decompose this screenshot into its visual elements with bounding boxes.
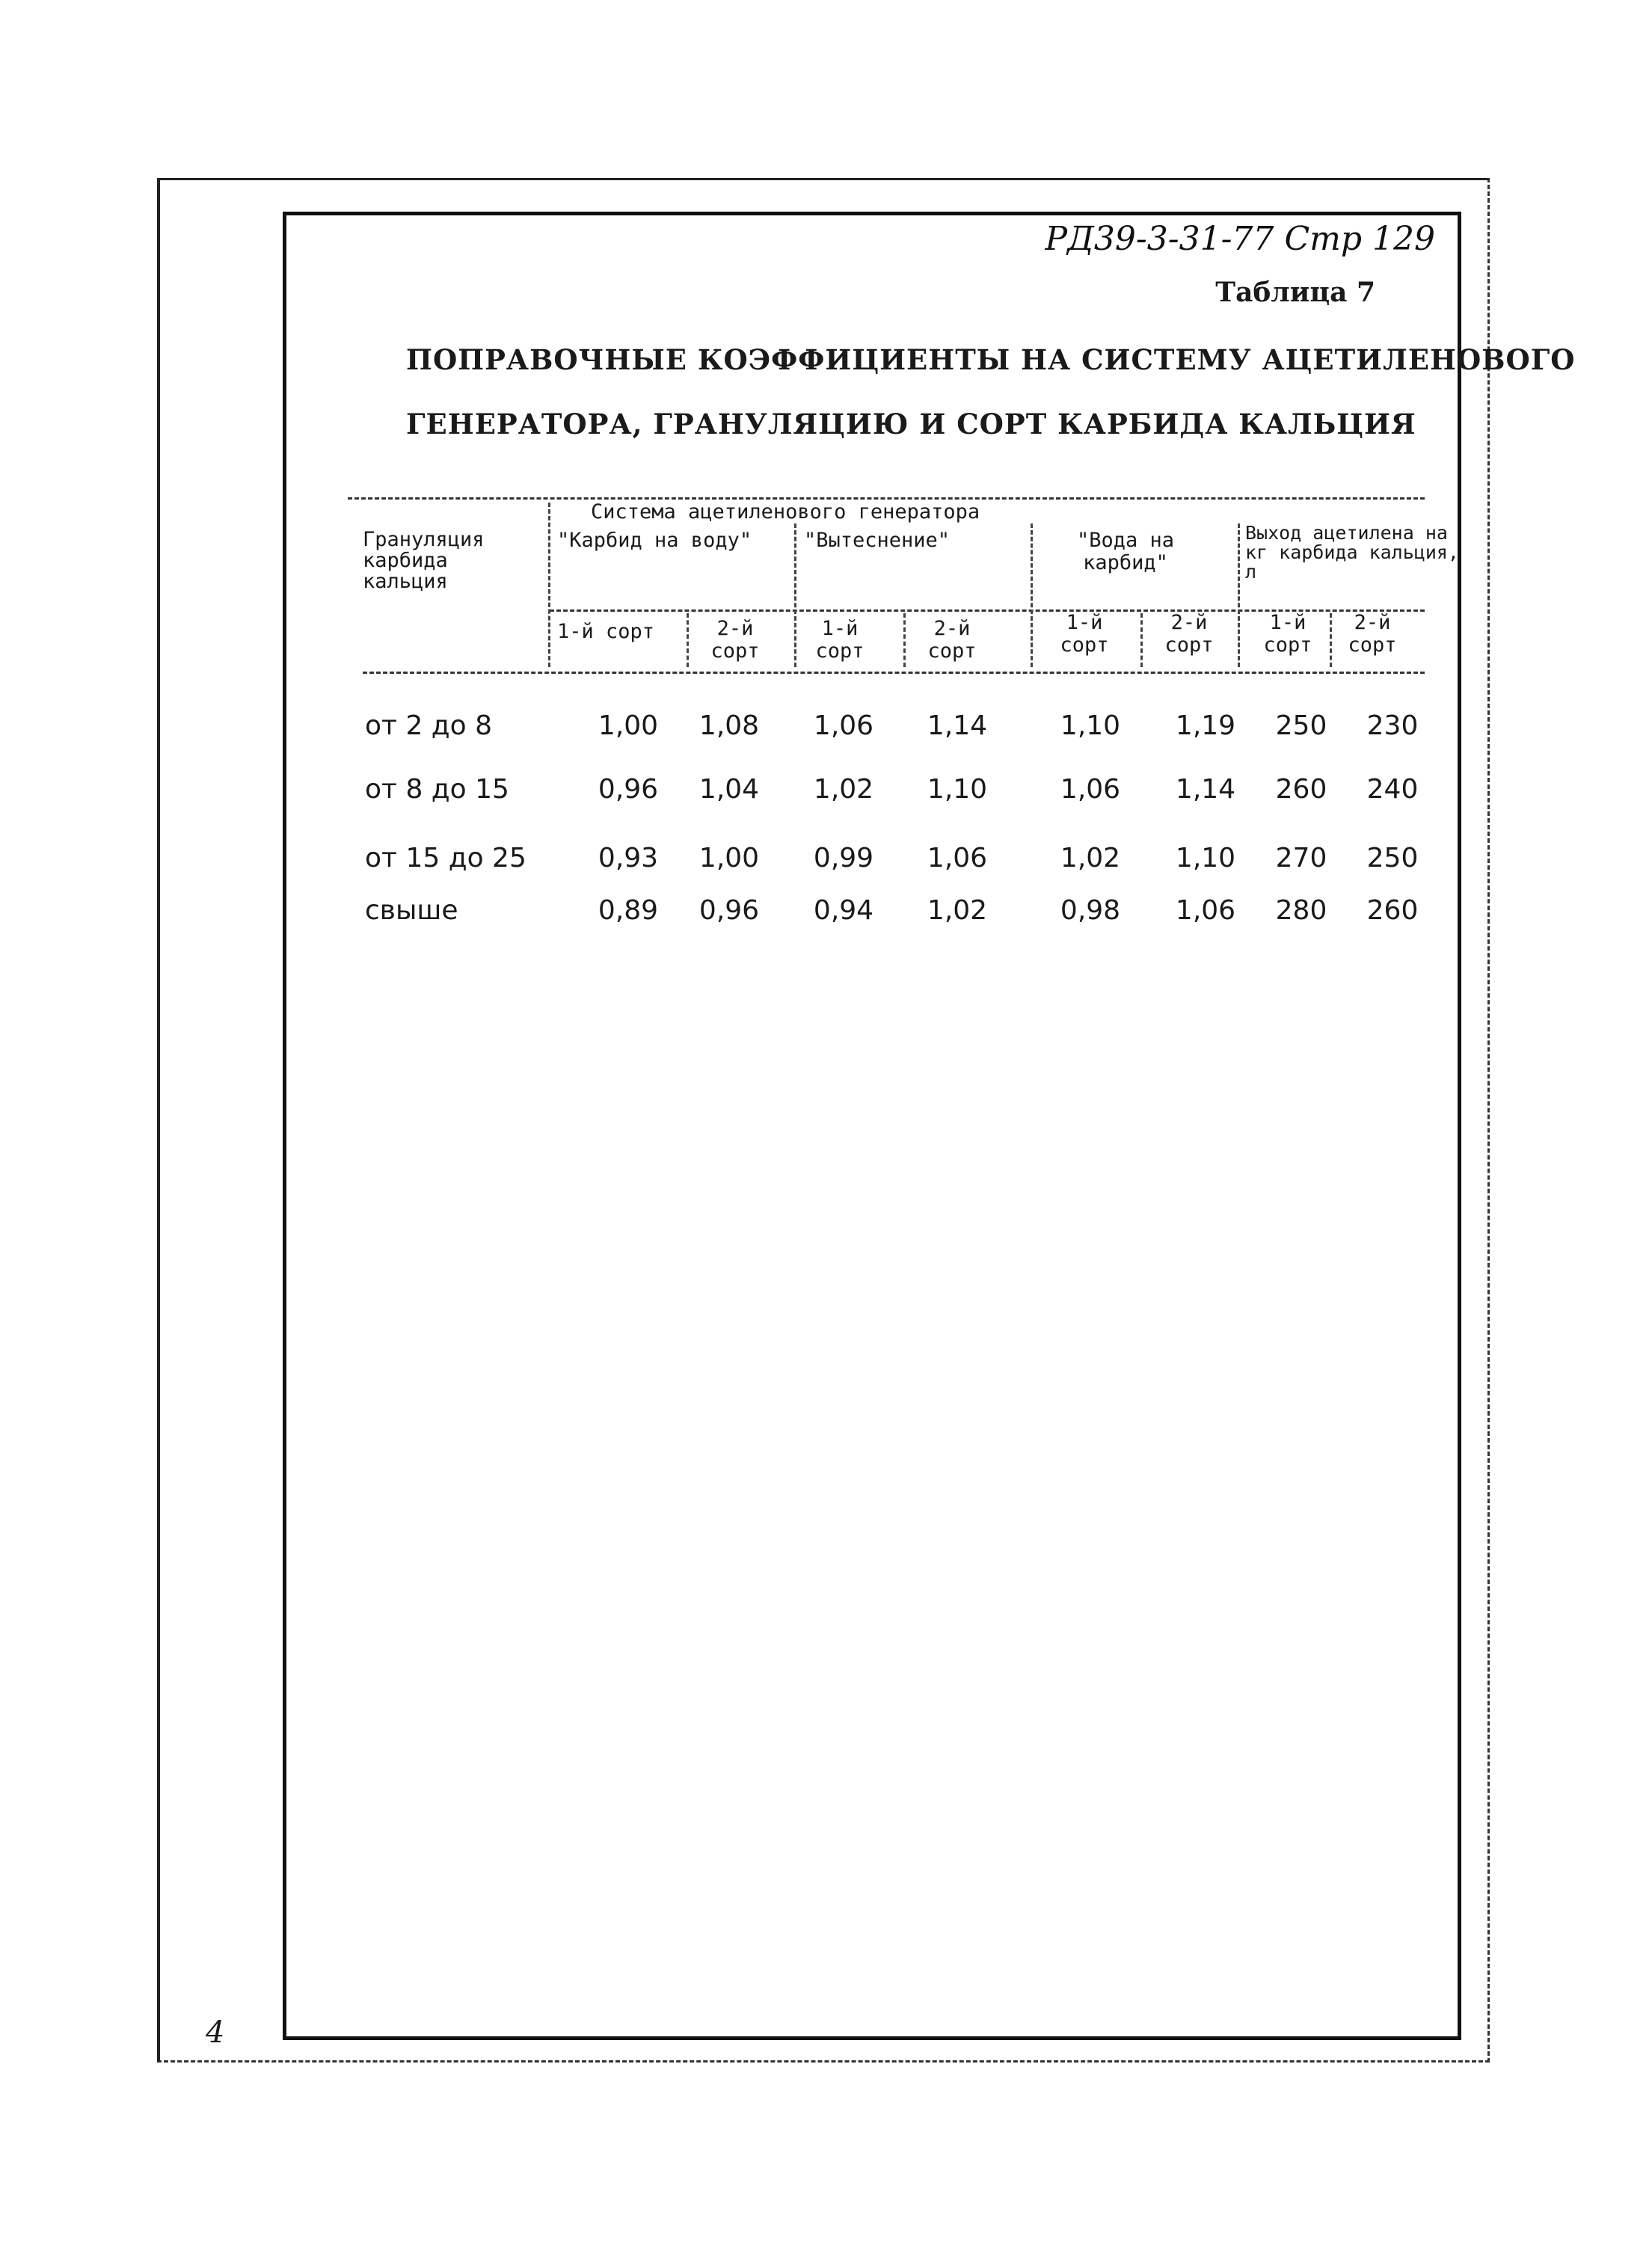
table-cell: 260	[1366, 895, 1419, 926]
table-cell: 1,04	[698, 774, 760, 805]
table-cell: 1,08	[698, 710, 760, 741]
table-cell: 1,10	[1175, 843, 1236, 873]
header-divider-6	[903, 613, 906, 667]
header-sort-1b: 1-й сорт	[815, 617, 865, 663]
table-cell: 260	[1275, 774, 1327, 805]
table-cell: 0,93	[598, 843, 659, 873]
table-cell: 230	[1366, 710, 1419, 741]
table-cell: 250	[1275, 710, 1327, 741]
table-cell: 1,06	[1175, 895, 1236, 926]
table-cell: 0,98	[1060, 895, 1121, 926]
header-divider-3	[1031, 523, 1033, 667]
table-cell: 1,02	[813, 774, 874, 805]
table-cell: 1,02	[927, 895, 988, 926]
header-divider-4	[1238, 523, 1240, 667]
table-cell: 1,06	[813, 710, 874, 741]
row-label: свыше	[365, 895, 458, 926]
header-sort-1d: 1-й сорт	[1263, 611, 1312, 657]
table-cell: 280	[1275, 895, 1327, 926]
header-system-3: "Вода на карбид"	[1076, 529, 1175, 574]
header-yield: Выход ацетилена на кг карбида кальция, л	[1245, 522, 1459, 583]
table-cell: 1,00	[698, 843, 760, 873]
table-cell: 270	[1275, 843, 1327, 873]
row-label: от 2 до 8	[365, 710, 493, 741]
table-cell: 0,99	[813, 843, 874, 873]
header-sort-1a: 1-й сорт	[557, 620, 655, 643]
table-cell: 1,02	[1060, 843, 1121, 873]
table-cell: 1,06	[1060, 774, 1121, 805]
header-divider-5	[687, 613, 689, 667]
header-sort-2c: 2-й сорт	[1164, 611, 1214, 657]
header-sort-1c: 1-й сорт	[1060, 611, 1109, 657]
table-title	[406, 328, 1576, 456]
table-cell: 0,96	[698, 895, 760, 926]
header-bottom-rule	[363, 672, 1425, 674]
header-granulation: Грануляция карбида кальция	[363, 528, 485, 593]
table-cell: 1,14	[1175, 774, 1236, 805]
page-mark: 4	[206, 2015, 225, 2050]
header-system-2: "Вытеснение"	[804, 529, 951, 552]
header-sort-2a: 2-й сорт	[710, 617, 760, 663]
title-line-2: ГЕНЕРАТОРА, ГРАНУЛЯЦИЮ И СОРТ КАРБИДА КАЛЬЦИЯ	[406, 408, 1416, 440]
table-cell: 1,19	[1175, 710, 1236, 741]
table-cell: 0,96	[598, 774, 659, 805]
table-cell: 240	[1366, 774, 1419, 805]
row-label: от 8 до 15	[365, 774, 509, 805]
table-cell: 1,14	[927, 710, 988, 741]
header-divider-2	[794, 523, 796, 667]
table-cell: 0,89	[598, 895, 659, 926]
table-cell: 0,94	[813, 895, 874, 926]
table-number: Таблица 7	[1215, 277, 1375, 308]
header-divider-8	[1330, 613, 1332, 667]
header-divider-1	[548, 503, 550, 667]
table-cell: 250	[1366, 843, 1419, 873]
table-cell: 1,00	[598, 710, 659, 741]
table-cell: 1,06	[927, 843, 988, 873]
table-cell: 1,10	[927, 774, 988, 805]
title-line-1: ПОПРАВОЧНЫЕ КОЭФФИЦИЕНТЫ НА СИСТЕМУ АЦЕТИЛЕНОВОГО	[406, 343, 1576, 376]
document-code: РД39-3-31-77 Стр 129	[1045, 220, 1435, 258]
row-label: от 15 до 25	[365, 843, 526, 873]
header-divider-7	[1140, 613, 1143, 667]
header-system-group: Система ацетиленового генератора	[591, 500, 980, 523]
inner-frame	[283, 212, 1576, 2040]
header-sort-2d: 2-й сорт	[1348, 611, 1397, 657]
table-cell: 1,10	[1060, 710, 1121, 741]
header-sort-2b: 2-й сорт	[927, 617, 977, 663]
header-system-1: "Карбид на воду"	[557, 529, 752, 552]
header-top-rule	[348, 497, 1425, 500]
